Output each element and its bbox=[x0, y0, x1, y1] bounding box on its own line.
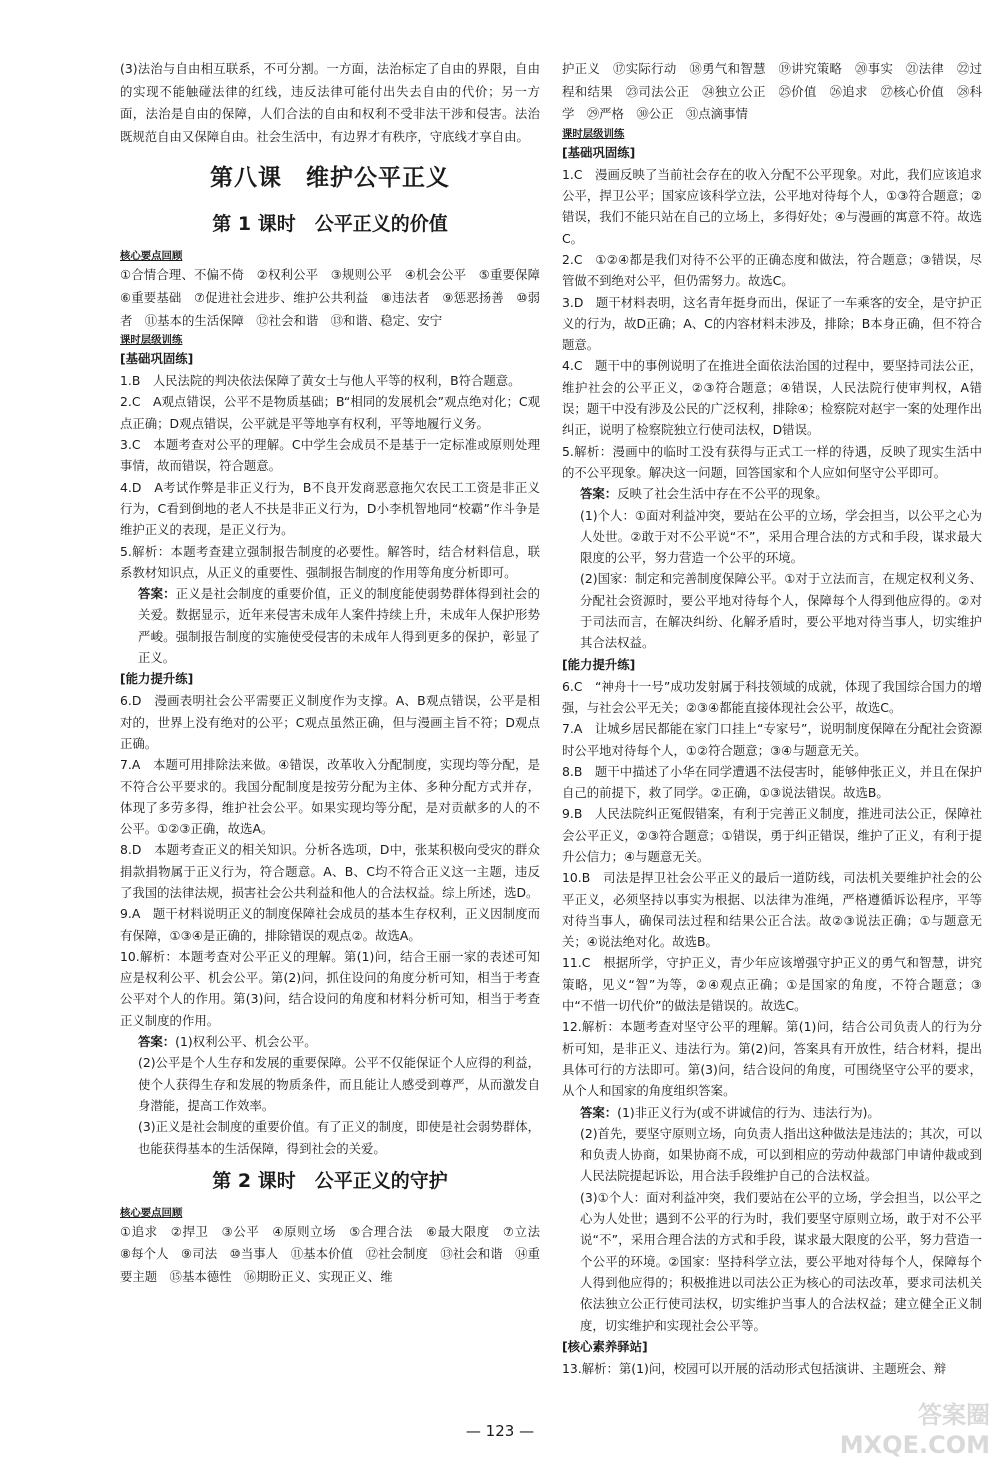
review-tag: 核心要点回顾 bbox=[120, 250, 183, 263]
answer-text: (1)权利公平、机会公平。 bbox=[175, 1034, 317, 1050]
list-item: 5.解析：漫画中的临时工没有获得与正式工一样的待遇，反映了现实生活中的不公平现象。解决这一问题，回答国家和个人应如何坚守公平即可。 bbox=[562, 443, 982, 480]
list-item: 7.A 让城乡居民都能在家门口挂上“专家号”，说明制度保障在分配社会资源时公平地对待每个人，①②符合题意；③④与题意无关。 bbox=[562, 721, 982, 758]
answer-label: 答案： bbox=[138, 1034, 176, 1050]
answer-block bbox=[562, 483, 982, 504]
section1-title: 第 1 课时 公平正义的价值 bbox=[212, 213, 448, 236]
page-number: — 123 — bbox=[465, 1422, 535, 1440]
right-column bbox=[562, 58, 982, 1379]
ability-label: [能力提升练] bbox=[562, 656, 636, 672]
answer-block bbox=[562, 1102, 982, 1123]
basic-label: [基础巩固练] bbox=[120, 351, 194, 367]
list-item: 9.B 人民法院纠正冤假错案，有利于完善正义制度，推进司法公正，保障社会公平正义，②③符合题意；①错误，勇于纠正错误，维护了正义，有利于提升公信力；④与题意无关。 bbox=[562, 806, 982, 864]
answer-text: (3)正义是社会制度的重要价值。有了正义的制度，即使是社会弱势群体，也能获得基本的生活保障，得到社会的关爱。 bbox=[138, 1119, 540, 1156]
answer-text: (1)非正义行为(或不讲诚信的行为、违法行为)。 bbox=[617, 1104, 880, 1120]
list-item: 3.D 题干材料表明，这名青年挺身而出，保证了一车乘客的安全，是守护正义的行为，故D正确；A、C的内容材料未涉及，排除；B本身正确，但不符合题意。 bbox=[562, 294, 982, 353]
answer-text: (2)首先，要坚守原则立场，向负责人指出这种做法是违法的；其次，可以和负责人协商，如果协商不成，可以到相应的劳动仲裁部门申请仲裁或到人民法院提起诉讼，用合法手段维护自己的合法权益。 bbox=[580, 1125, 982, 1184]
list-item: 8.D 本题考查正义的相关知识。分析各选项，D中，张某积极向受灾的群众捐款捐物属于正义行为，符合题意。A、B、C均不符合正义这一主题，违反了我国的法律法规，损害社会公共利益和他人的合法权益。综上所述，选D。 bbox=[120, 842, 540, 900]
answer-block bbox=[120, 583, 540, 668]
list-item: 12.解析：本题考查对坚守公平的理解。第(1)问，结合公司负责人的行为分析可知，是非正义、违法行为。第(2)问，答案具有开放性，结合材料，提出具体可行的方法即可。第(3)问，结合设问的角度，可围绕坚守公平的要求，从个人和国家的角度组织答案。 bbox=[562, 1019, 982, 1099]
answer-text: (2)国家：制定和完善制度保障公平。①对于立法而言，在规定权利义务、分配社会资源时，要公平地对待每个人，保障每个人得到他应得的。②对于司法而言，在解决纠纷、化解矛盾时，要公平地对待当事人，切实维护其合法权益。 bbox=[580, 571, 982, 651]
train-tag: 课时层级训练 bbox=[562, 127, 625, 140]
train-tag: 课时层级训练 bbox=[120, 334, 183, 347]
answer-label: 答案： bbox=[580, 1104, 618, 1120]
answer-text: 反映了社会生活中存在不公平的现象。 bbox=[617, 486, 828, 502]
list-item: 6.C “神舟十一号”成功发射属于科技领域的成就，体现了我国综合国力的增强，与社会公平无关；②③④都能直接体现社会公平，故选C。 bbox=[562, 678, 982, 715]
answer-label: 答案： bbox=[138, 586, 176, 602]
review-text: ①合情合理、不偏不倚 ②权利公平 ③规则公平 ④机会公平 ⑤重要保障 ⑥重要基础 ⑦促进社会进步、维护公共利益 ⑧违法者 ⑨惩恶扬善 ⑩弱者 ⑪基本的生活保障 ⑫社会和谐 ⑬和谐、稳定、安宁 bbox=[120, 267, 553, 328]
list-item: 10.B 司法是捍卫社会公平正义的最后一道防线，司法机关要维护社会的公平正义，必须坚持以事实为根据、以法律为准绳，严格遵循诉讼程序，平等对待当事人，确保司法过程和结果公正合法。故②③说法正确；①与题意无关；④说法绝对化。故选B。 bbox=[562, 870, 982, 950]
list-item: 6.D 漫画表明社会公平需要正义制度作为支撑。A、B观点错误，公平是相对的，世界上没有绝对的公平；C观点虽然正确，但与漫画主旨不符；D观点正确。 bbox=[120, 693, 540, 751]
list-item: 8.B 题干中描述了小华在同学遭遇不法侵害时，能够伸张正义，并且在保护自己的前提下，救了同学。②正确，①③说法错误。故选B。 bbox=[562, 763, 982, 801]
list-item: 4.C 题干中的事例说明了在推进全面依法治国的过程中，要坚持司法公正，维护社会的公平正义，②③符合题意；④错误，人民法院行使审判权，A错误；题干中没有涉及公民的广泛权利，排除④；检察院对赵宇一案的处理作出纠正，说明了检察院独立行使司法权，D错误。 bbox=[562, 358, 982, 438]
lesson-title: 第八课 维护公平正义 bbox=[210, 165, 450, 192]
ability-label: [能力提升练] bbox=[120, 671, 194, 687]
list-item: 4.D A考试作弊是非正义行为，B不良开发商恶意拖欠农民工工资是非正义行为，C看到倒地的老人不扶是非正义行为，D小李机智地同“校霸”作斗争是维护正义的表现，是正义行为。 bbox=[120, 479, 540, 538]
answer-text: (1)个人：①面对利益冲突，要站在公平的立场，学会担当，以公平之心为人处世。②敢于对不公平说“不”，采用合理合法的方式和手段，谋求最大限度的公平，努力营造一个公平的环境。 bbox=[580, 507, 982, 566]
list-item: 9.A 题干材料说明正义的制度保障社会成员的基本生存权利，正义因制度而有保障，①③④是正确的，排除错误的观点②。故选A。 bbox=[120, 906, 540, 943]
list-item: 5.解析：本题考查建立强制报告制度的必要性。解答时，结合材料信息，联系教材知识点，从正义的重要性、强制报告制度的作用等角度分析即可。 bbox=[120, 543, 540, 580]
list-item: 2.C ①②④都是我们对待不公平的正确态度和做法，符合题意；③错误，尽管做不到绝对公平，但仍需努力。故选C。 bbox=[562, 251, 982, 289]
list-item: 10.解析：本题考查对公平正义的理解。第(1)问，结合王丽一家的表述可知应是权利公平、机会公平。第(2)问，抓住设问的角度分析可知，相当于考查公平对个人的作用。第(3)问，结合设问的角度和材料分析可知，相当于考查正义制度的作用。 bbox=[120, 948, 540, 1028]
section2-title: 第 2 课时 公平正义的守护 bbox=[212, 1169, 448, 1192]
list-item: 2.C A观点错误，公平不是物质基础；B“相同的发展机会”观点绝对化；C观点正确；D观点错误，公平就是平等地享有权利，平等地履行义务。 bbox=[120, 394, 540, 431]
list-item: 1.B 人民法院的判决依法保障了黄女士与他人平等的权利，B符合题意。 bbox=[120, 373, 521, 389]
list-item: 11.C 根据所学，守护正义，青少年应该增强守护正义的勇气和智慧，讲究策略，见义“智”为等，②④观点正确；①是国家的角度，不符合题意；③中“不惜一切代价”的做法是错误的。故选C。 bbox=[562, 955, 982, 1014]
core-label: [核心素养驿站] bbox=[562, 1338, 648, 1354]
basic-label: [基础巩固练] bbox=[562, 144, 636, 160]
watermark-logo bbox=[820, 1400, 990, 1462]
left-column bbox=[120, 58, 553, 1289]
answer-text: 正义是社会制度的重要价值，正义的制度能使弱势群体得到社会的关爱。数据显示，近年来侵害未成年人案件持续上升，未成年人保护形势严峻。强制报告制度的实施使受侵害的未成年人得到更多的保护，彰显了正义。 bbox=[138, 586, 541, 666]
review2-tag: 核心要点回顾 bbox=[120, 1206, 183, 1219]
watermark-text: 答案圈 bbox=[918, 1401, 990, 1429]
intro-paragraph: (3)法治与自由相互联系，不可分割。一方面，法治标定了自由的界限，自由的实现不能触碰法律的红线，违反法律可能付出失去自由的代价；另一方面，法治是自由的保障，人们合法的自由和权利不受非法干涉和侵害。法治既规范自由又保障自由。社会生活中，有边界才有秩序，守底线才享自由。 bbox=[120, 61, 540, 144]
list-item: 1.C 漫画反映了当前社会存在的收入分配不公平现象。对此，我们应该追求公平，捍卫公平；国家应该科学立法，公平地对待每个人，①③符合题意；②错误，我们不能只站在自己的立场上，多得好处；④与漫画的寓意不符。故选C。 bbox=[562, 166, 982, 246]
watermark-url: MXQE.COM bbox=[839, 1431, 990, 1459]
review2-text: ①追求 ②捍卫 ③公平 ④原则立场 ⑤合理合法 ⑥最大限度 ⑦立法 ⑧每个人 ⑨司法 ⑩当事人 ⑪基本价值 ⑫社会制度 ⑬社会和谐 ⑭重要主题 ⑮基本德性 ⑯期盼正义、实现正义、维 bbox=[120, 1223, 553, 1285]
list-item: 7.A 本题可用排除法来做。④错误，改革收入分配制度，实现均等分配，是不符合公平要求的。我国分配制度是按劳分配为主体、多种分配方式并存，体现了多劳多得，维护社会公平。如果实现均等分配，是对贡献多的人的不公平。①②③正确，故选A。 bbox=[120, 757, 540, 837]
answer-block bbox=[120, 1031, 540, 1052]
list-item: 3.C 本题考查对公平的理解。C中学生会成员不是基于一定标准或原则处理事情，故而错误，符合题意。 bbox=[120, 437, 540, 474]
answer-text: (2)公平是个人生存和发展的重要保障。公平不仅能保证个人应得的利益，使个人获得生存和发展的物质条件，而且能让人感受到尊严，从而激发自身潜能，提高工作效率。 bbox=[138, 1055, 540, 1113]
list-item: 13.解析：第(1)问，校园可以开展的活动形式包括演讲、主题班会、辩 bbox=[562, 1360, 947, 1376]
answer-text: (3)①个人：面对利益冲突，我们要站在公平的立场，学会担当，以公平之心为人处世；遇到不公平的行为时，我们要坚守原则立场，敢于对不公平说“不”，采用合理合法的方式和手段，谋求最大限度的公平，努力营造一个公平的环境。②国家：坚持科学立法，要公平地对待每个人，保障每个人得到他应得的；积极推进以司法公正为核心的司法改革，要求司法机关依法独立公正行使司法权，切实维护当事人的合法权益；建立健全正义制度，切实维护和实现社会公平等。 bbox=[580, 1189, 982, 1333]
answer-label: 答案： bbox=[580, 486, 618, 502]
review2-continued: 护正义 ⑰实际行动 ⑱勇气和智慧 ⑲讲究策略 ⑳事实 ㉑法律 ㉒过程和结果 ㉓司法公正 ㉔独立公正 ㉕价值 ㉖追求 ㉗核心价值 ㉘科学 ㉙严格 ㉚公正 ㉛点滴事情 bbox=[562, 61, 982, 122]
